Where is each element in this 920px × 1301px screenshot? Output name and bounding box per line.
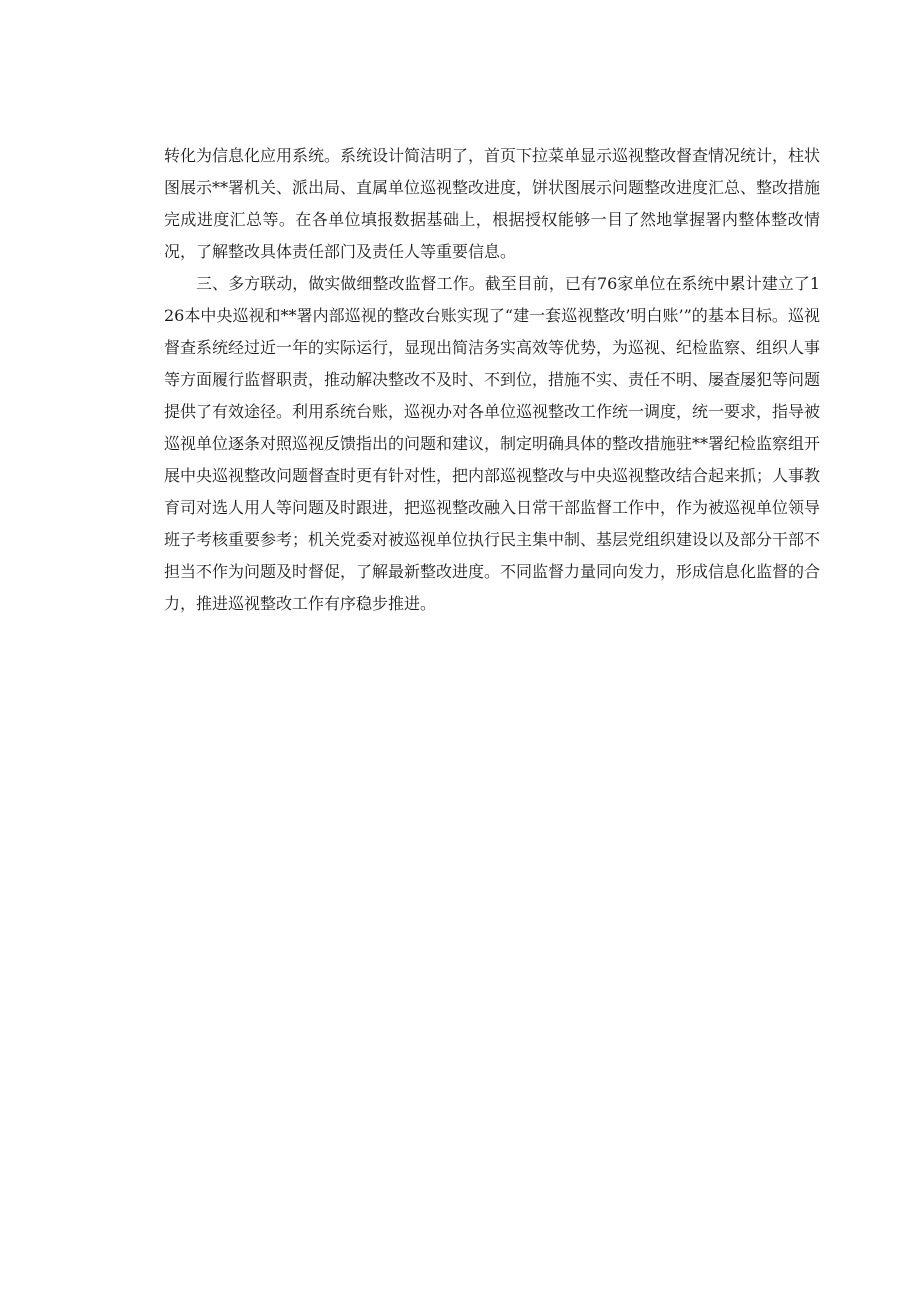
- document-body: [164, 140, 820, 620]
- paragraph-section-three: 三、多方联动，做实做细整改监督工作。截至目前，已有76家单位在系统中累计建立了126本中央巡视和**署内部巡视的整改台账实现了“建一套巡视整改’明白账’”的基本目标。巡视督查系统经过近一年的实际运行，显现出简洁务实高效等优势，为巡视、纪检监察、组织人事等方面履行监督职责，推动解决整改不及时、不到位，措施不实、责任不明、屡查屡犯等问题提供了有效途径。利用系统台账，巡视办对各单位巡视整改工作统一调度，统一要求，指导被巡视单位逐条对照巡视反馈指出的问题和建议，制定明确具体的整改措施驻**署纪检监察组开展中央巡视整改问题督查时更有针对性，把内部巡视整改与中央巡视整改结合起来抓；人事教育司对选人用人等问题及时跟进，把巡视整改融入日常干部监督工作中，作为被巡视单位领导班子考核重要参考；机关党委对被巡视单位执行民主集中制、基层党组织建设以及部分干部不担当不作为问题及时督促，了解最新整改进度。不同监督力量同向发力，形成信息化监督的合力，推进巡视整改工作有序稳步推进。: [164, 274, 821, 613]
- paragraph-continuation: 转化为信息化应用系统。系统设计简洁明了，首页下拉菜单显示巡视整改督查情况统计，柱状图展示**署机关、派出局、直属单位巡视整改进度，饼状图展示问题整改进度汇总、整改措施完成进度汇总等。在各单位填报数据基础上，根据授权能够一目了然地掌握署内整体整改情况，了解整改具体责任部门及责任人等重要信息。: [164, 146, 821, 261]
